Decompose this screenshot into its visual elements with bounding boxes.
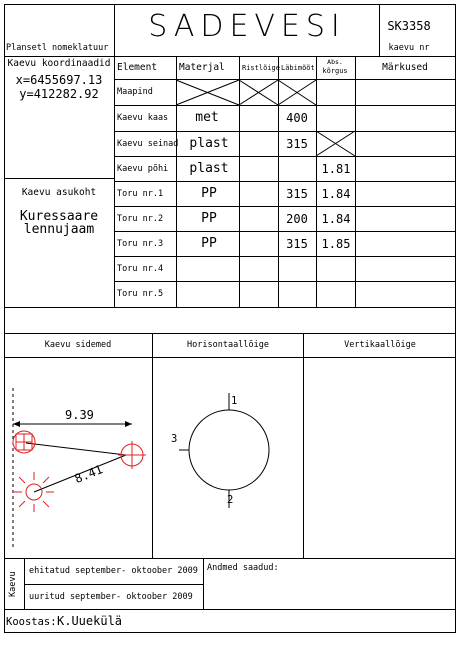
horizontal-section-drawing (179, 393, 269, 508)
section-ties-title: Kaevu sidemed (44, 340, 112, 350)
row-element-label: Toru nr.5 (117, 289, 164, 299)
well-code: SK3358 (387, 19, 431, 33)
row-element-label: Toru nr.1 (117, 189, 164, 199)
row-element-label: Toru nr.3 (117, 239, 164, 249)
footer-measured: uuritud september- oktoober 2009 (29, 592, 193, 602)
section-horizontal-title: Horisontaallõige (187, 340, 269, 350)
row-diameter: 200 (286, 212, 308, 226)
pipe-number-1: 1 (231, 395, 238, 407)
distance-label-1: 9.39 (65, 408, 94, 422)
section-vertical-title: Vertikaallõige (344, 340, 416, 350)
well-code-caption: kaevu nr (388, 43, 430, 53)
well-outline (189, 410, 269, 490)
row-element-label: Kaevu seinad (117, 139, 179, 149)
row-abs-height: 1.84 (321, 187, 351, 201)
row-material: PP (201, 211, 217, 226)
col-header-material: Materjal (179, 62, 225, 73)
location-label: Kaevu asukoht (21, 187, 97, 198)
row-abs-height: 1.84 (321, 212, 351, 226)
document-title: SADEVESI (148, 9, 346, 44)
footer-data-source: Andmed saadud: (207, 563, 279, 573)
row-element-label: Kaevu põhi (117, 164, 169, 174)
row-element-label: Toru nr.2 (117, 214, 164, 224)
row-diameter: 400 (286, 111, 308, 125)
row-material: plast (189, 161, 229, 176)
footer-well-label: Kaevu (8, 571, 18, 597)
author-label: Koostas: (6, 616, 57, 628)
col-header-height: kõrgus (322, 67, 348, 75)
row-material: PP (201, 236, 217, 251)
row-element-label: Toru nr.4 (117, 264, 164, 274)
row-element-label: Kaevu kaas (117, 113, 169, 123)
distance-label-2: 8.41 (72, 462, 105, 487)
pipe-number-3: 3 (171, 433, 178, 445)
location-line-2: lennujaam (23, 222, 95, 237)
row-diameter: 315 (286, 137, 308, 151)
row-diameter: 315 (286, 237, 308, 251)
coord-y: y=412282.92 (19, 87, 99, 101)
nomenclature-label: Plansetl nomeklatuur (6, 43, 109, 53)
row-abs-height: 1.85 (321, 237, 351, 251)
col-header-element: Element (117, 62, 158, 73)
location-line-1: Kuressaare (19, 209, 99, 224)
pipe-number-2: 2 (227, 494, 234, 506)
row-abs-height: 1.81 (321, 162, 351, 176)
col-header-cross-section: Ristlõige (242, 64, 280, 72)
row-material: met (195, 110, 219, 125)
col-header-notes: Märkused (382, 62, 428, 73)
row-material: PP (201, 186, 217, 201)
col-header-abs: Abs. (327, 58, 343, 66)
marker-well-square (13, 431, 35, 453)
footer-built: ehitatud september- oktoober 2009 (29, 566, 198, 576)
marker-well-target (118, 441, 146, 469)
row-material: plast (189, 136, 229, 151)
col-header-diameter: Läbimõõt (281, 64, 315, 72)
coords-label: Kaevu koordinaadid (7, 58, 111, 69)
coord-x: x=6455697.13 (15, 73, 103, 87)
row-diameter: 315 (286, 187, 308, 201)
row-element-label: Maapind (117, 87, 153, 97)
author-name: K.Uuekülä (57, 614, 123, 628)
